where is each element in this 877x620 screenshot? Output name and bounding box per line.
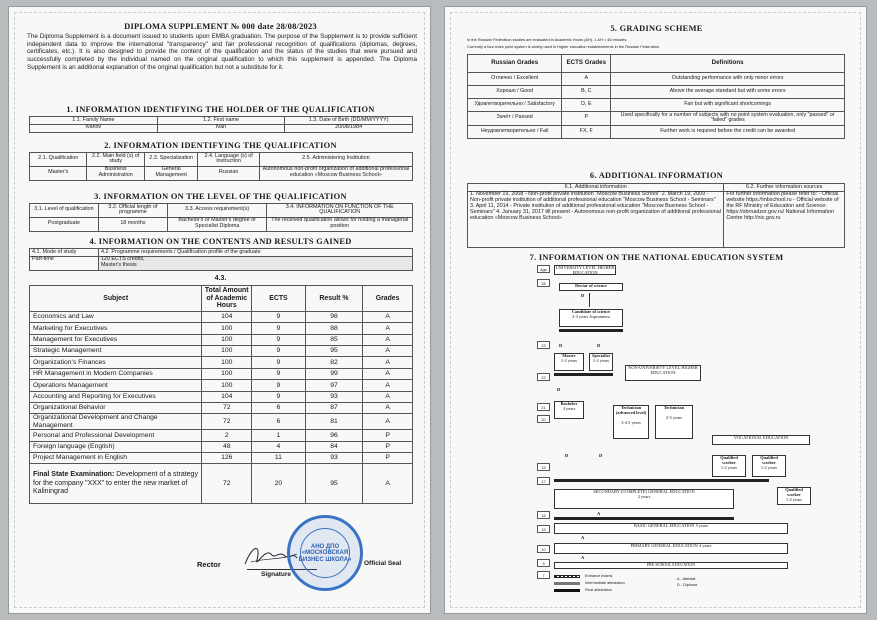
academic-hours: 100 xyxy=(202,323,252,334)
grade-definition: Outstanding performance with only minor errors xyxy=(611,73,845,86)
qualified-worker-box-2 xyxy=(752,455,786,477)
academic-hours: 100 xyxy=(202,380,252,391)
connector-line xyxy=(589,293,590,307)
doctor-of-science-box: Doctor of science xyxy=(559,283,623,291)
diploma-mark: D xyxy=(557,387,561,392)
official-seal-label: Official Seal xyxy=(364,560,402,567)
grading-header: ECTS Grades xyxy=(562,55,611,73)
subject-name: Organization's Finances xyxy=(30,357,202,368)
subject-name: Operations Management xyxy=(30,380,202,391)
results-header: ECTS xyxy=(252,286,306,312)
results-row xyxy=(30,430,413,441)
bachelor-duration: 4 years xyxy=(562,405,576,411)
grading-row xyxy=(468,99,845,112)
technician-advanced-duration: 3-4.5 years xyxy=(621,419,641,425)
academic-hours: 72 xyxy=(202,402,252,413)
ects-value: 11 xyxy=(252,453,306,464)
age-23: 23 xyxy=(537,341,550,349)
grade-definition: Fair but with significant shortcomings xyxy=(611,99,845,112)
result-percent: 88 xyxy=(305,323,362,334)
diploma-mark: D xyxy=(559,343,563,348)
results-row xyxy=(30,357,413,368)
results-row xyxy=(30,345,413,356)
grading-body xyxy=(468,73,845,139)
results-row xyxy=(30,380,413,391)
primary-label: PRIMARY GENERAL EDUCATION xyxy=(630,543,698,548)
russian-grade: Удовлетворительно / Satisfactory xyxy=(468,99,562,112)
attestation-bar xyxy=(554,479,769,482)
results-header: Total Amount of Academic Hours xyxy=(202,286,252,312)
russian-grade: Зачёт / Passed xyxy=(468,112,562,126)
result-percent: 82 xyxy=(305,357,362,368)
result-percent: 87 xyxy=(305,402,362,413)
section-1-title: 1. INFORMATION IDENTIFYING THE HOLDER OF THE QUALIFICATION xyxy=(66,105,375,114)
attestation-bar xyxy=(559,329,623,332)
results-row xyxy=(30,311,413,322)
holder-header: 1.3. Date of Birth (DD/MM/YYYY) xyxy=(285,117,413,125)
age-17: 17 xyxy=(537,477,550,485)
level-header: 3.2. Official length of programme xyxy=(98,204,167,218)
legend-entrance-swatch xyxy=(554,575,580,578)
ects-grade: D, E xyxy=(562,99,611,112)
secondary-education-box xyxy=(554,489,734,509)
age-9: 9 xyxy=(537,559,550,567)
result-percent: 93 xyxy=(305,391,362,402)
subject-name: HR Management in Modern Companies xyxy=(30,368,202,379)
ects-value: 9 xyxy=(252,357,306,368)
final-exam-hours: 72 xyxy=(202,464,252,504)
qualified-worker-label: Qualified worker xyxy=(785,487,803,497)
legend-intermediate-swatch xyxy=(554,582,580,585)
contents-header: 4.1. Mode of study xyxy=(30,249,99,257)
grading-header: Definitions xyxy=(611,55,845,73)
qualification-header: 2.1. Qualification xyxy=(30,153,87,167)
qualification-function: The received qualification allows for holding a managerial position xyxy=(267,217,413,231)
ects-credits: 120 ECTS credits, xyxy=(100,256,145,263)
qualification-header: 2.3. Specialization xyxy=(144,153,198,167)
language: Russian xyxy=(198,166,259,180)
qualified-worker-duration: 1-2 years xyxy=(785,496,803,502)
final-exam-topic: Development of a strategy for the company "XXX" to enter the new market of Kaliningrad xyxy=(33,471,198,496)
age-15: 15 xyxy=(537,525,550,533)
result-percent: 98 xyxy=(305,311,362,322)
grading-note-2: Currently a four-mark point system is widely used in Higher education establishments in the Russian Federation. xyxy=(467,44,661,49)
specialist-label: Specialist xyxy=(592,353,610,358)
specialist-duration: 1-2 years xyxy=(592,357,610,363)
additional-info-header: 6.1. Additional information xyxy=(468,184,724,192)
diploma-mark: D xyxy=(597,343,601,348)
grade: A xyxy=(363,368,413,379)
legend-final: Final attestation xyxy=(585,588,612,592)
ects-grade: B, C xyxy=(562,86,611,99)
grading-row xyxy=(468,73,845,86)
qualified-worker-box-3 xyxy=(777,487,811,505)
ects-value: 6 xyxy=(252,414,306,430)
basic-label: BASIC GENERAL EDUCATION xyxy=(633,523,695,528)
ects-value: 9 xyxy=(252,368,306,379)
age-19: 19 xyxy=(537,463,550,471)
qualified-worker-label: Qualified worker xyxy=(720,455,738,465)
results-header: Result % xyxy=(305,286,362,312)
legend-diploma: D - Diploma xyxy=(677,583,698,587)
specialization: General Management xyxy=(144,166,198,180)
vocational-box: VOCATIONAL EDUCATION xyxy=(712,435,810,445)
section-3-title: 3. INFORMATION ON THE LEVEL OF THE QUALIFICATION xyxy=(94,192,347,201)
ects-value: 9 xyxy=(252,323,306,334)
attestation-bar xyxy=(554,373,613,376)
final-exam-cell xyxy=(30,464,202,504)
section-4-title: 4. INFORMATION ON THE CONTENTS AND RESULTS GAINED xyxy=(89,237,352,246)
pre-school-box: PRE-SCHOOL EDUCATION xyxy=(554,562,788,569)
result-percent: 81 xyxy=(305,414,362,430)
level-table xyxy=(29,203,413,232)
technician-advanced-box xyxy=(613,405,649,439)
grading-note-1: In the Russian Federation studies are evaluated in Academic Hours (AH). 1 AH = 45 minutes. xyxy=(467,37,628,42)
legend-attestat: A - Attestat xyxy=(677,577,696,581)
grading-row xyxy=(468,125,845,138)
grade: A xyxy=(363,414,413,430)
legend-intermediate: Intermediate attestation xyxy=(585,581,625,585)
seal-text: АНО ДПО «МОСКОВСКАЯ БИЗНЕС ШКОЛА» xyxy=(298,544,352,563)
grade-definition: Used specifically for a number of subjects with no point system evaluation, only "passed" or "failed" grades xyxy=(611,112,845,126)
masters-thesis: Master's thesis xyxy=(100,262,137,269)
result-percent: 84 xyxy=(305,441,362,452)
diploma-mark: D xyxy=(581,293,585,298)
section-2-title: 2. INFORMATION IDENTIFYING THE QUALIFICATION xyxy=(104,141,337,150)
qualified-worker-label: Qualified worker xyxy=(760,455,778,465)
results-header: Subject xyxy=(30,286,202,312)
diploma-page-1 xyxy=(8,6,431,614)
ects-value: 9 xyxy=(252,311,306,322)
education-system-diagram xyxy=(537,265,817,597)
result-percent: 95 xyxy=(305,345,362,356)
grade-definition: Above the average standard but with some errors xyxy=(611,86,845,99)
result-percent: 99 xyxy=(305,368,362,379)
basic-duration: 5 years xyxy=(695,523,709,528)
holder-header: 1.1. Family Name xyxy=(30,117,158,125)
info-sources-header: 6.2. Further information sources xyxy=(724,184,845,192)
academic-hours: 48 xyxy=(202,441,252,452)
additional-info-text: 1. November 19, 2008 - Non-profit private institution "Moscow Business School" 2. March 19, 2009 - Non-profit private institution of additional professional education "Moscow Business School - Seminars" 3. April 11, 2014 - Private institution of additional professional education "Moscow Business School - Seminars" 4. January 31, 2017 till present - Autonomous non-profit organization of additional professional education «Moscow Business School» xyxy=(468,191,724,247)
grade: P xyxy=(363,430,413,441)
university-level-box: UNIVERSITY LEVEL HIGHER EDUCATION xyxy=(555,265,615,275)
attestat-mark: A xyxy=(581,555,585,560)
official-seal-stamp xyxy=(287,515,363,591)
ects-value: 9 xyxy=(252,345,306,356)
bachelor-label: Bachelor xyxy=(560,401,578,406)
contents-table xyxy=(29,248,413,271)
qualification-header: 2.5. Administering Institution xyxy=(259,153,412,167)
basic-education-box xyxy=(554,523,788,534)
holder-header: 1.2. First name xyxy=(157,117,285,125)
ects-value: 6 xyxy=(252,402,306,413)
russian-grade: Неудовлетворительно / Fail xyxy=(468,125,562,138)
academic-hours: 72 xyxy=(202,414,252,430)
academic-hours: 100 xyxy=(202,334,252,345)
results-row xyxy=(30,453,413,464)
age-22: 22 xyxy=(537,373,550,381)
ects-value: 9 xyxy=(252,391,306,402)
grading-row xyxy=(468,86,845,99)
qualification-table xyxy=(29,152,413,181)
section-4-3-label: 4.3. xyxy=(214,275,227,282)
subject-name: Management for Executives xyxy=(30,334,202,345)
access-requirements: Bachelor's or Master's degree or Specialist Diploma xyxy=(167,217,267,231)
grade-definition: Further work is required before the credit can be awarded xyxy=(611,125,845,138)
non-university-box: NON-UNIVERSITY LEVEL HIGHER EDUCATION xyxy=(625,365,701,381)
grading-table xyxy=(467,54,845,139)
intro-paragraph: The Diploma Supplement is a document issued to students upon EMBA graduation. The purpose of the Supplement is to provide sufficient independent data to improve the international "transparency" and fair professional recognition of qualifications (diplomas, degrees, certificates, etc.). It is also designed to provide the content of the qualification and the status of the studies that were pursued and successfully completed by the individual named on the original qualification to which this supplement is appended. The Diploma Supplement is an additional explanation of the original qualification but not a substitute for it. xyxy=(27,33,417,71)
technician-box xyxy=(655,405,693,439)
section-7-title: 7. INFORMATION ON THE NATIONAL EDUCATION SYSTEM xyxy=(529,253,784,262)
academic-hours: 100 xyxy=(202,345,252,356)
ects-value: 4 xyxy=(252,441,306,452)
final-exam-grade: A xyxy=(363,464,413,504)
grade: A xyxy=(363,402,413,413)
academic-hours: 104 xyxy=(202,391,252,402)
ects-grade: FX, F xyxy=(562,125,611,138)
results-row xyxy=(30,391,413,402)
legend-entrance: Entrance exams xyxy=(585,574,613,578)
technician-advanced-label: Technician (advanced level) xyxy=(615,405,647,415)
diploma-page-2 xyxy=(444,6,867,614)
rector-label: Rector xyxy=(197,560,221,569)
subject-name: Project Management in English xyxy=(30,453,202,464)
age-28: 28 xyxy=(537,279,550,287)
grade: A xyxy=(363,357,413,368)
date-of-birth: 20/08/1984 xyxy=(285,124,413,132)
technician-duration: 2-3 years xyxy=(665,414,683,420)
section-6-title: 6. ADDITIONAL INFORMATION xyxy=(589,171,724,180)
primary-education-box xyxy=(554,543,788,554)
results-body xyxy=(30,311,413,464)
contents-header: 4.2. Programme requirements / Qualification profile of the graduate xyxy=(98,249,412,257)
result-percent: 93 xyxy=(305,453,362,464)
grade: P xyxy=(363,453,413,464)
subject-name: Foreign language (English) xyxy=(30,441,202,452)
age-21: 21 xyxy=(537,403,550,411)
grade: A xyxy=(363,323,413,334)
technician-label: Technician xyxy=(663,405,685,410)
result-percent: 97 xyxy=(305,380,362,391)
secondary-duration: 2 years xyxy=(637,493,651,499)
first-name: Ivan xyxy=(157,124,285,132)
holder-table xyxy=(29,116,413,133)
candidate-of-science-box xyxy=(559,309,623,327)
master-label: Master xyxy=(562,353,576,358)
diploma-mark: D xyxy=(565,453,569,458)
grading-row xyxy=(468,112,845,126)
final-exam-label: Final State Examination: xyxy=(33,471,115,479)
attestation-bar xyxy=(554,517,734,520)
master-box xyxy=(554,353,584,371)
qualified-worker-duration: 1-2 years xyxy=(720,464,738,470)
diploma-mark: D xyxy=(599,453,603,458)
attestat-mark: A xyxy=(581,535,585,540)
subject-name: Personal and Professional Development xyxy=(30,430,202,441)
legend-final-swatch xyxy=(554,589,580,592)
candidate-of-science-label: Candidate of science xyxy=(571,309,611,314)
mode-of-study: Part-time xyxy=(30,256,99,270)
candidate-duration: 2-3 years Aspirantura xyxy=(572,313,610,319)
institution: Autonomous non-profit organization of additional professional education «Moscow Business School» xyxy=(259,166,412,180)
results-row xyxy=(30,402,413,413)
section-5-title: 5. GRADING SCHEME xyxy=(610,24,703,33)
programme-requirements xyxy=(98,256,412,270)
results-row xyxy=(30,441,413,452)
additional-info-table xyxy=(467,183,845,248)
grade: A xyxy=(363,380,413,391)
academic-hours: 100 xyxy=(202,368,252,379)
academic-hours: 126 xyxy=(202,453,252,464)
ects-value: 9 xyxy=(252,380,306,391)
programme-length: 18 months xyxy=(98,217,167,231)
grading-header: Russian Grades xyxy=(468,55,562,73)
results-row xyxy=(30,323,413,334)
age-label: Age xyxy=(537,265,550,273)
ects-value: 1 xyxy=(252,430,306,441)
qualification-header: 2.4. Language (s) of instruction xyxy=(198,153,259,167)
results-row xyxy=(30,414,413,430)
level-header: 3.1. Level of qualification xyxy=(30,204,99,218)
grade: A xyxy=(363,311,413,322)
grade: P xyxy=(363,441,413,452)
results-header: Grades xyxy=(363,286,413,312)
qualified-worker-box-1 xyxy=(712,455,746,477)
primary-duration: 4 years xyxy=(698,543,712,548)
qualified-worker-duration: 1-2 years xyxy=(760,464,778,470)
level-header: 3.4. INFORMATION ON FUNCTION OF THE QUALIFICATION xyxy=(267,204,413,218)
age-20: 20 xyxy=(537,415,550,423)
age-16: 16 xyxy=(537,511,550,519)
subject-name: Organizational Development and Change Management xyxy=(30,414,202,430)
qualification-value: Master's xyxy=(30,166,87,180)
final-exam-result: 95 xyxy=(305,464,362,504)
results-row xyxy=(30,368,413,379)
russian-grade: Хорошо / Good xyxy=(468,86,562,99)
grade: A xyxy=(363,345,413,356)
field-of-study: Business Administration xyxy=(87,166,144,180)
attestat-mark: A xyxy=(597,511,601,516)
page-title: DIPLOMA SUPPLEMENT № 000 date 28/08/2023 xyxy=(124,21,317,31)
bachelor-box xyxy=(554,401,584,419)
ects-grade: A xyxy=(562,73,611,86)
academic-hours: 2 xyxy=(202,430,252,441)
secondary-label: SECONDARY (COMPLETE) GENERAL EDUCATION xyxy=(593,489,695,494)
result-percent: 85 xyxy=(305,334,362,345)
subject-name: Economics and Law xyxy=(30,311,202,322)
academic-hours: 100 xyxy=(202,357,252,368)
grade: A xyxy=(363,334,413,345)
subject-name: Marketing for Executives xyxy=(30,323,202,334)
subject-name: Strategic Management xyxy=(30,345,202,356)
qualification-header: 2.2. Main field (s) of study xyxy=(87,153,144,167)
age-10: 10 xyxy=(537,545,550,553)
info-sources-text: For further information please refer to: - Official website https://mbschool.ru - Official website of the RF Ministry of Education and Science: https://obrnadzor.gov.ru/ National Information Centre http://nic.gov.ru xyxy=(724,191,845,247)
level-value: Postgraduate xyxy=(30,217,99,231)
age-7: 7 xyxy=(537,571,550,579)
result-percent: 96 xyxy=(305,430,362,441)
grade: A xyxy=(363,391,413,402)
subject-name: Accounting and Reporting for Executives xyxy=(30,391,202,402)
results-row xyxy=(30,334,413,345)
results-table xyxy=(29,285,413,504)
level-header: 3.3. Access requirement(s) xyxy=(167,204,267,218)
subject-name: Organizational Behavior xyxy=(30,402,202,413)
ects-grade: P xyxy=(562,112,611,126)
academic-hours: 104 xyxy=(202,311,252,322)
final-exam-ects: 20 xyxy=(252,464,306,504)
family-name: Ivanov xyxy=(30,124,158,132)
specialist-box xyxy=(589,353,613,371)
ects-value: 9 xyxy=(252,334,306,345)
master-duration: 1-2 years xyxy=(560,357,578,363)
signature-label: Signature xyxy=(261,571,291,578)
russian-grade: Отлично / Excellent xyxy=(468,73,562,86)
